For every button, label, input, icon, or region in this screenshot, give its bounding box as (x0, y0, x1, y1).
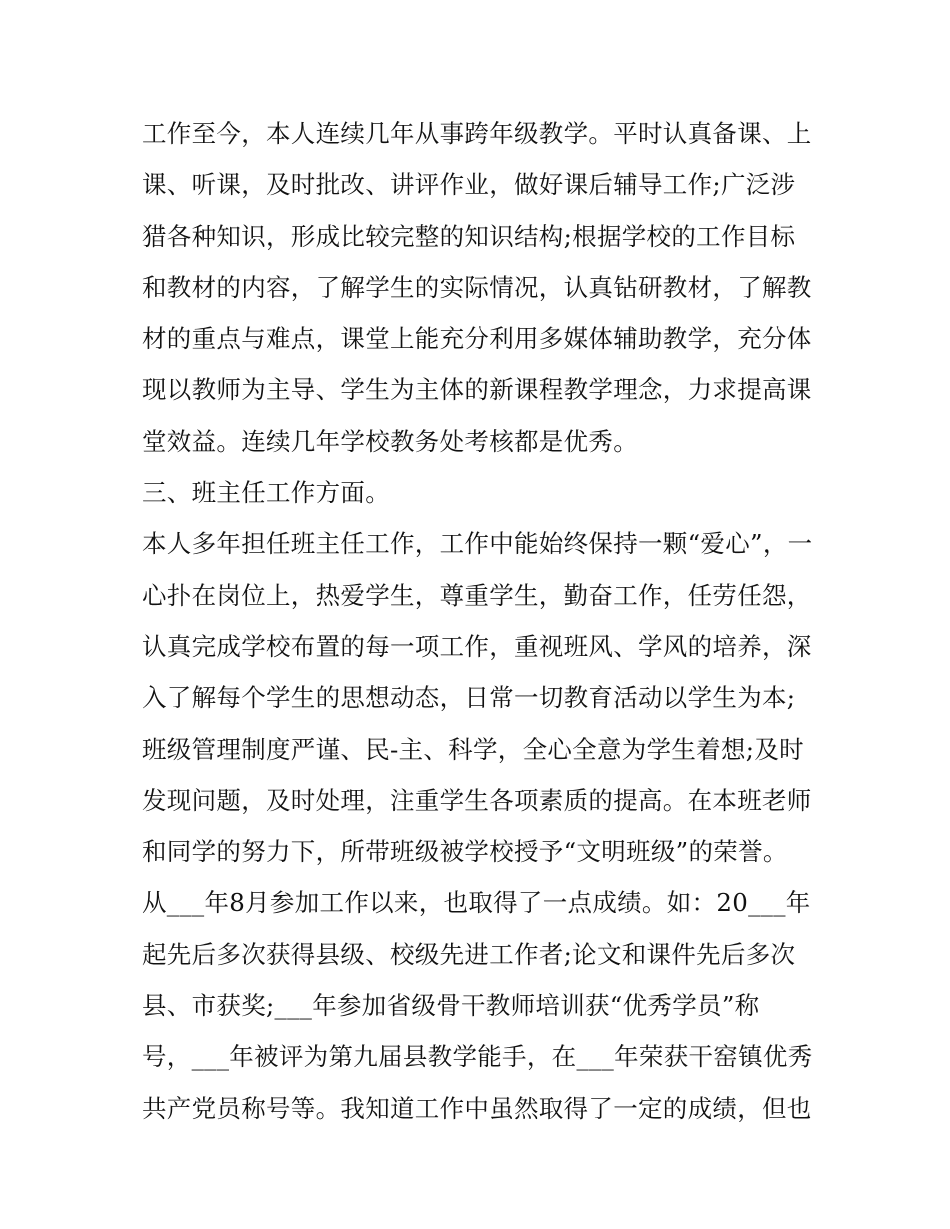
text-line: 共产党员称号等。我知道工作中虽然取得了一定的成绩，但也 (142, 1093, 812, 1123)
text-line: 本人多年担任班主任工作，工作中能始终保持一颗“爱心”，一 (142, 529, 813, 559)
text-line: 认真完成学校布置的每一项工作，重视班风、学风的培养，深 (142, 631, 812, 661)
text-line: 县、市获奖;___年参加省级骨干教师培训获“优秀学员”称 (142, 991, 760, 1021)
text-line: 发现问题，及时处理，注重学生各项素质的提高。在本班老师 (142, 785, 812, 815)
text-line: 入了解每个学生的思想动态，日常一切教育活动以学生为本; (142, 683, 796, 713)
text-line: 材的重点与难点，课堂上能充分利用多媒体辅助教学，充分体 (142, 324, 812, 354)
text-line: 号，___年被评为第九届县教学能手，在___年荣获干窑镇优秀 (142, 1042, 813, 1072)
text-line: 和同学的努力下，所带班级被学校授予“文明班级”的荣誉。 (142, 837, 788, 867)
text-line: 班级管理制度严谨、民-主、科学，全心全意为学生着想;及时 (142, 734, 804, 764)
text-line: 工作至今，本人连续几年从事跨年级教学。平时认真备课、上 (142, 119, 812, 148)
section-heading: 三、班主任工作方面。 (142, 478, 390, 508)
text-line: 从___年8月参加工作以来，也取得了一点成绩。如：20___年 (142, 888, 811, 918)
body-text (142, 108, 822, 1134)
text-line: 堂效益。连续几年学校教务处考核都是优秀。 (142, 426, 638, 456)
text-line: 起先后多次获得县级、校级先进工作者;论文和课件先后多次 (142, 939, 796, 969)
text-line: 和教材的内容，了解学生的实际情况，认真钻研教材，了解教 (142, 272, 812, 302)
text-line: 猎各种知识，形成比较完整的知识结构;根据学校的工作目标 (142, 221, 796, 251)
text-line: 心扑在岗位上，热爱学生，尊重学生，勤奋工作，任劳任怨， (142, 580, 812, 610)
text-line: 课、听课，及时批改、讲评作业，做好课后辅导工作;广泛涉 (142, 170, 796, 200)
text-line: 现以教师为主导、学生为主体的新课程教学理念，力求提高课 (142, 375, 812, 405)
